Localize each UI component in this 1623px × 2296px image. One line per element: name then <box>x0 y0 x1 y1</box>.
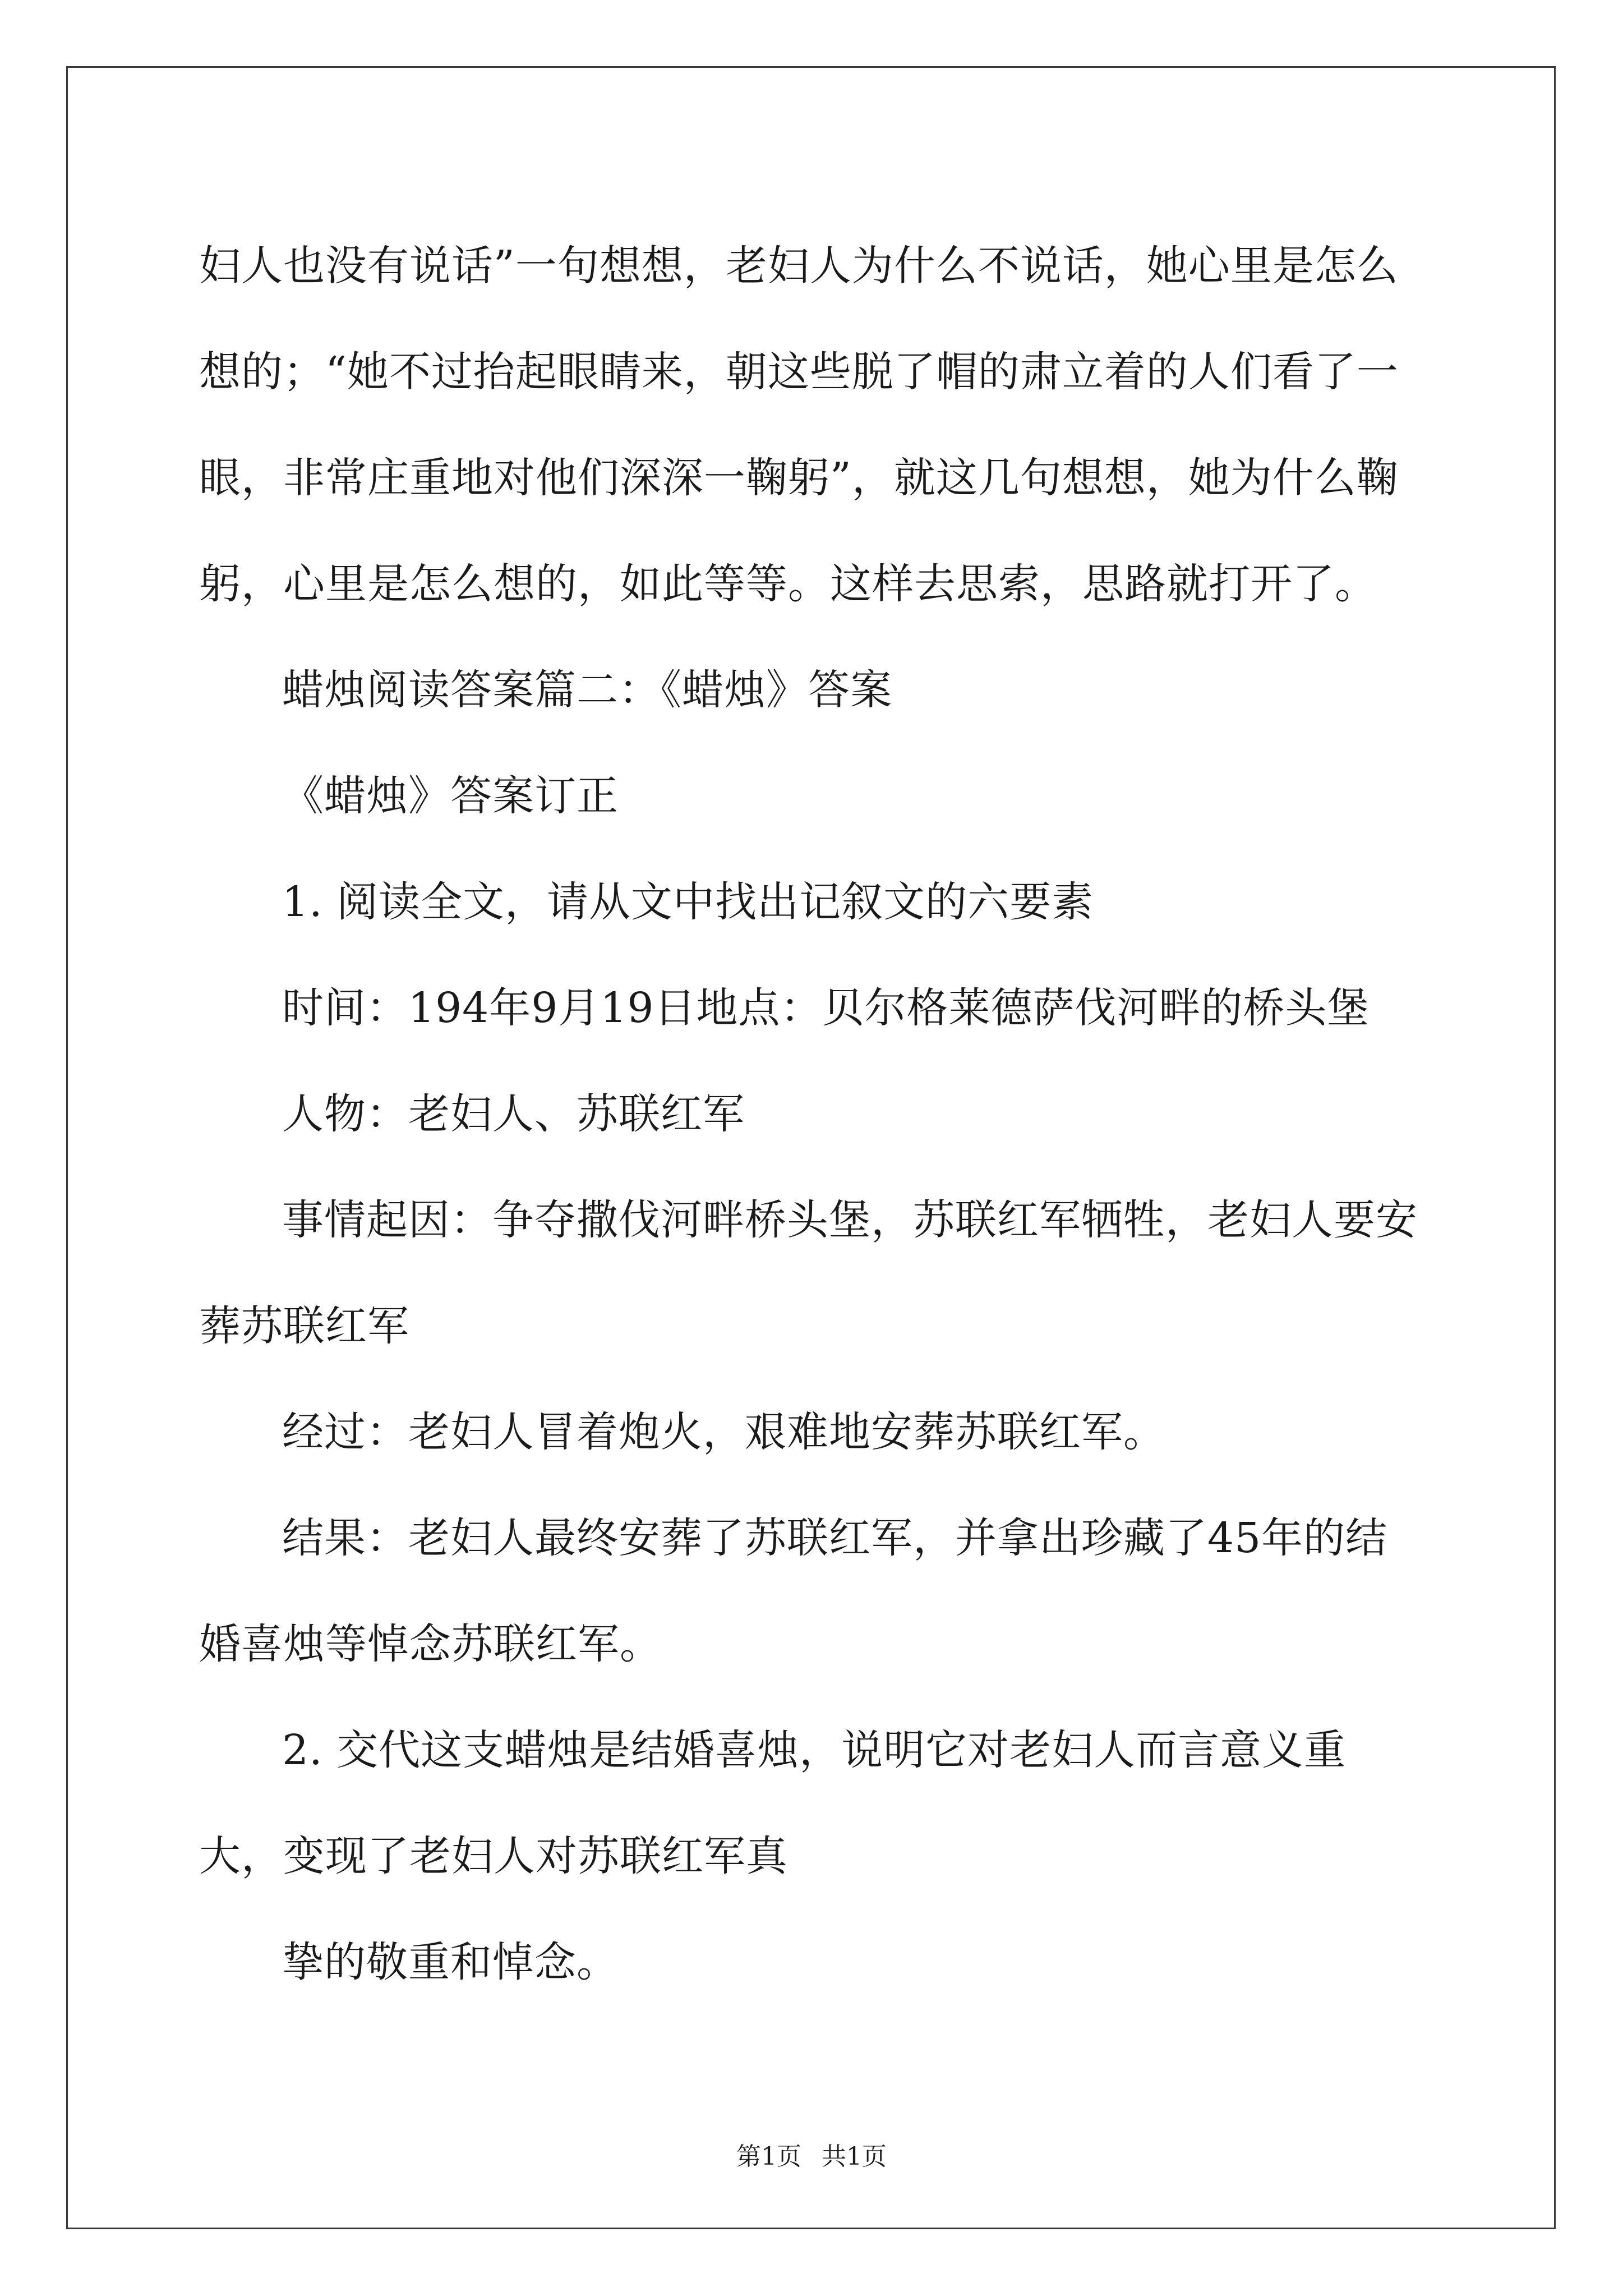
page-footer <box>0 2140 1623 2174</box>
paragraph-11: 挚的敬重和悼念。 <box>282 1938 619 1986</box>
paragraph-6: 人物：老妇人、苏联红军 <box>282 1090 745 1138</box>
paragraph-9: 结果：老妇人最终安葬了苏联红军，并拿出珍藏了45年的结婚喜烛等悼念苏联红军。 <box>199 1514 1388 1668</box>
page-number: 第1页 <box>736 2142 801 2171</box>
paragraph-5: 时间：194年9月19日地点：贝尔格莱德萨伐河畔的桥头堡 <box>282 984 1370 1032</box>
document-body <box>199 213 1427 2016</box>
paragraph-8: 经过：老妇人冒着炮火，艰难地安葬苏联红军。 <box>282 1408 1165 1456</box>
paragraph-3: 《蜡烛》答案订正 <box>282 772 619 820</box>
page-total: 共1页 <box>822 2142 887 2171</box>
paragraph-2: 蜡烛阅读答案篇二：《蜡烛》答案 <box>282 666 892 714</box>
paragraph-4: 1. 阅读全文，请从文中找出记叙文的六要素 <box>282 878 1094 926</box>
paragraph-1: 妇人也没有说话”一句想想，老妇人为什么不说话，她心里是怎么想的；“她不过抬起眼睛来，朝这些脱了帽的肃立着的人们看了一眼，非常庄重地对他们深深一鞠躬”，就这几句想想，她为什么鞠躬，心里是怎么想的，如此等等。这样去思索，思路就打开了。 <box>199 242 1399 608</box>
paragraph-10: 2. 交代这支蜡烛是结婚喜烛，说明它对老妇人而言意义重大，变现了老妇人对苏联红军真 <box>199 1726 1347 1880</box>
paragraph-7: 事情起因：争夺撒伐河畔桥头堡，苏联红军牺牲，老妇人要安葬苏联红军 <box>199 1196 1418 1350</box>
